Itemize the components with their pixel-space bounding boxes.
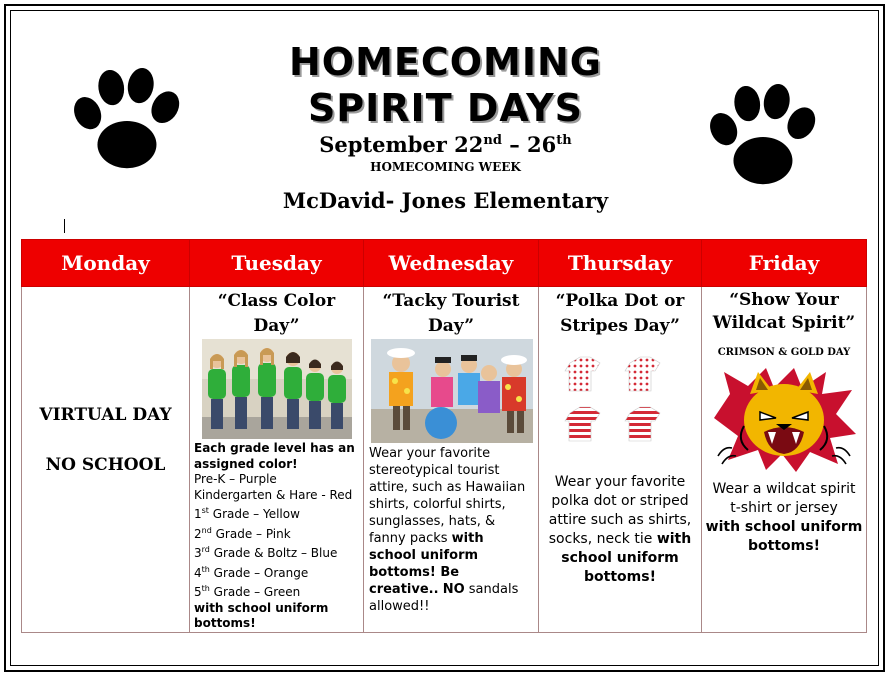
friday-cell: [702, 287, 867, 633]
tuesday-intro: Each grade level has an assigned color!: [194, 441, 355, 471]
wednesday-description: Wear your favorite stereotypical tourist attire, such as Hawaiian shirts, colorful shirts, sunglasses, hats, & fanny packs with school uniform bottoms! Be creative.. NO sandals allowed!!: [369, 446, 526, 614]
school-name: McDavid- Jones Elementary: [282, 188, 609, 213]
thursday-cell: [539, 287, 702, 633]
friday-theme: “Show Your Wildcat Spirit”: [712, 290, 856, 333]
monday-line-1: VIRTUAL DAY: [39, 405, 172, 425]
grade-color-item: Pre-K – Purple: [194, 472, 277, 486]
grade-color-item: 4th Grade – Orange: [194, 564, 309, 580]
tuesday-theme: “Class Color Day”: [217, 291, 336, 336]
monday-cell: [22, 287, 190, 633]
students-photo: [202, 339, 352, 439]
text-cursor: [64, 219, 65, 233]
grade-color-item: 2nd Grade – Pink: [194, 525, 291, 541]
day-header-tuesday: Tuesday: [190, 240, 364, 287]
friday-subtitle: CRIMSON & GOLD DAY: [717, 347, 851, 358]
grade-color-item: Kindergarten & Hare - Red: [194, 487, 353, 502]
wednesday-cell: [364, 287, 539, 633]
thursday-description: Wear your favorite polka dot or striped attire such as shirts, socks, neck tie with school uniform bottoms!: [548, 474, 692, 585]
day-content-row: [22, 287, 867, 633]
tuesday-cell: [190, 287, 364, 633]
tourists-photo: [371, 339, 533, 443]
grade-color-item: 5th Grade – Green: [194, 584, 301, 599]
spirit-days-table: [21, 239, 867, 633]
polka-stripe-shirts-image: [560, 351, 680, 451]
monday-line-2: NO SCHOOL: [45, 455, 166, 475]
day-header-monday: Monday: [22, 240, 190, 287]
wildcat-mascot-image: [710, 364, 858, 474]
title-line-2: SPIRIT DAYS: [307, 86, 584, 130]
friday-description: Wear a wildcat spirit t-shirt or jersey with school uniform bottoms!: [705, 481, 863, 554]
event-dates: September 22nd – 26th: [319, 132, 572, 157]
tuesday-description: [190, 441, 363, 632]
grade-color-item: 1st Grade – Yellow: [194, 506, 300, 521]
day-header-friday: Friday: [702, 240, 867, 287]
title-line-1: HOMECOMING: [288, 40, 603, 84]
tuesday-closing: with school uniform bottoms!: [194, 600, 329, 630]
week-label: HOMECOMING WEEK: [370, 160, 521, 174]
day-header-wednesday: Wednesday: [364, 240, 539, 287]
day-header-thursday: Thursday: [539, 240, 702, 287]
day-header-row: [22, 240, 867, 287]
grade-color-item: 3rd Grade & Boltz – Blue: [194, 545, 338, 560]
thursday-theme: “Polka Dot or Stripes Day”: [555, 291, 685, 336]
wednesday-theme: “Tacky Tourist Day”: [382, 291, 520, 336]
